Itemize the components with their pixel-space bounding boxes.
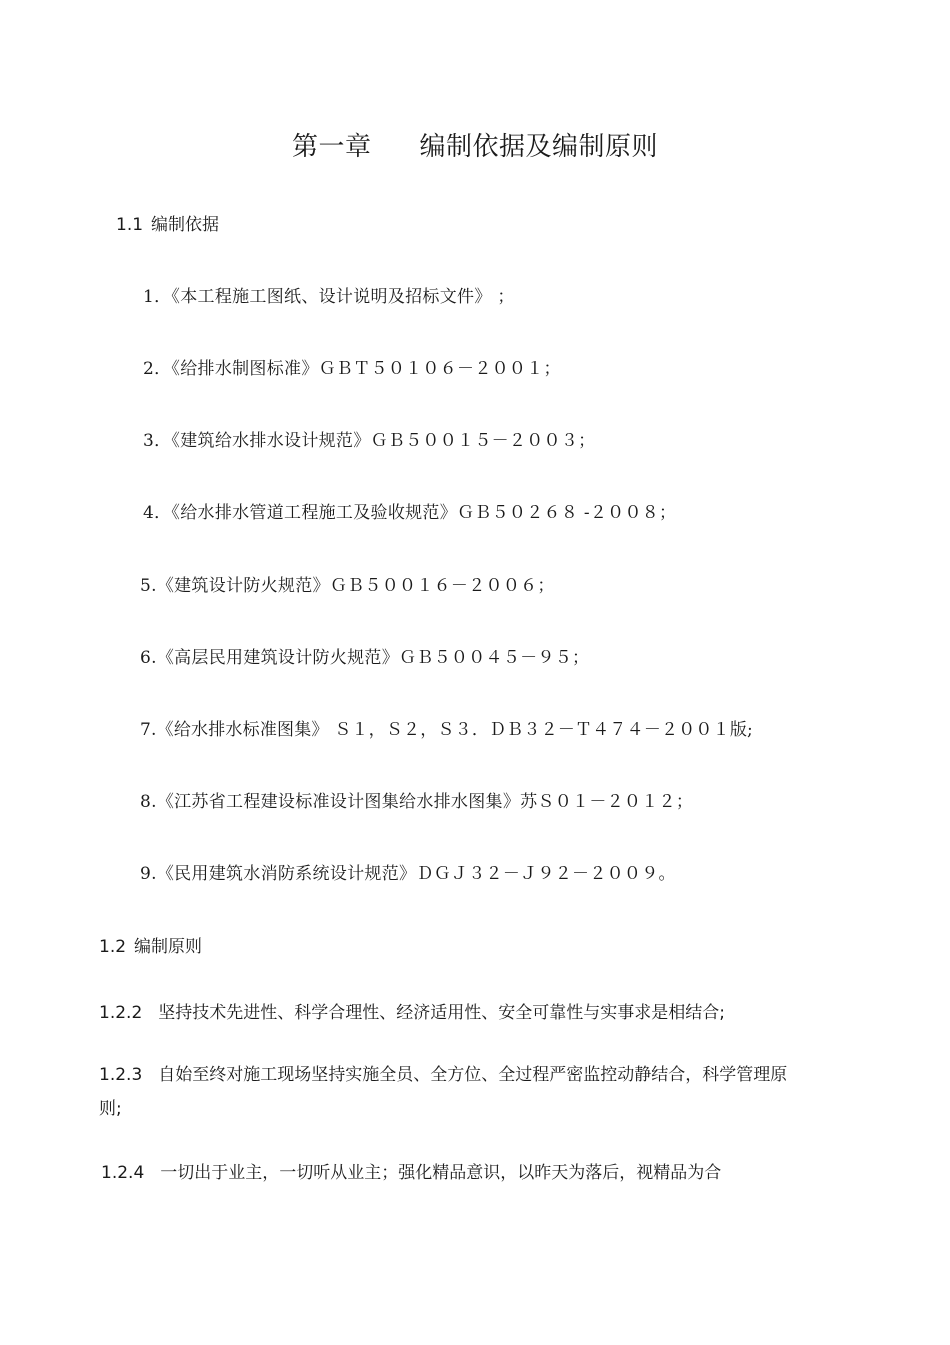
section-heading-1-1 [116, 210, 219, 235]
reference-item: 4．《给水排水管道工程施工及验收规范》ＧＢ５０２６８ -２００８； [143, 503, 677, 523]
principle-number: 1.2.3 [99, 1065, 143, 1085]
principle-number: 1.2.2 [99, 1003, 143, 1023]
principle-item [99, 996, 819, 1030]
reference-item: 9.《民用建筑水消防系统设计规范》ＤＧＪ３２－Ｊ９２－２００９。 [140, 864, 676, 884]
principle-text: 坚持技术先进性、科学合理性、经济适用性、安全可靠性与实事求是相结合; [158, 1003, 725, 1023]
section-number: 1.2 [99, 937, 127, 957]
principle-text: 自始至终对施工现场坚持实施全员、全方位、全过程严密监控动静结合，科学管理原则; [99, 1065, 788, 1119]
reference-item: 5.《建筑设计防火规范》ＧＢ５００１６－２００６； [140, 576, 555, 596]
section-heading-1-2 [99, 932, 202, 957]
reference-item: 2．《给排水制图标准》ＧＢＴ５０１０６－２００１； [143, 359, 561, 379]
chapter-title [0, 126, 950, 163]
reference-item: 8.《江苏省工程建设标准设计图集给水排水图集》苏Ｓ０１－２０１２； [140, 792, 694, 812]
principle-number: 1.2.4 [101, 1163, 145, 1183]
chapter-number: 第一章 [291, 132, 372, 162]
section-number: 1.1 [116, 215, 144, 235]
reference-item: 7.《给水排水标准图集》 Ｓ１，Ｓ２，Ｓ３．ＤＢ３２－Ｔ４７４－２００１版; [140, 720, 753, 740]
principle-item [101, 1156, 821, 1190]
chapter-name: 编制依据及编制原则 [419, 132, 659, 162]
section-title: 编制依据 [151, 215, 220, 235]
reference-item: 3．《建筑给水排水设计规范》ＧＢ５００１５－２００３； [143, 431, 596, 451]
principle-item [99, 1058, 799, 1126]
section-title: 编制原则 [134, 937, 203, 957]
reference-item: 6.《高层民用建筑设计防火规范》ＧＢ５００４５－９５； [140, 648, 590, 668]
principle-text: 一切出于业主，一切听从业主；强化精品意识，以昨天为落后，视精品为合 [160, 1163, 722, 1183]
reference-item: 1．《本工程施工图纸、设计说明及招标文件》 ； [143, 287, 515, 307]
